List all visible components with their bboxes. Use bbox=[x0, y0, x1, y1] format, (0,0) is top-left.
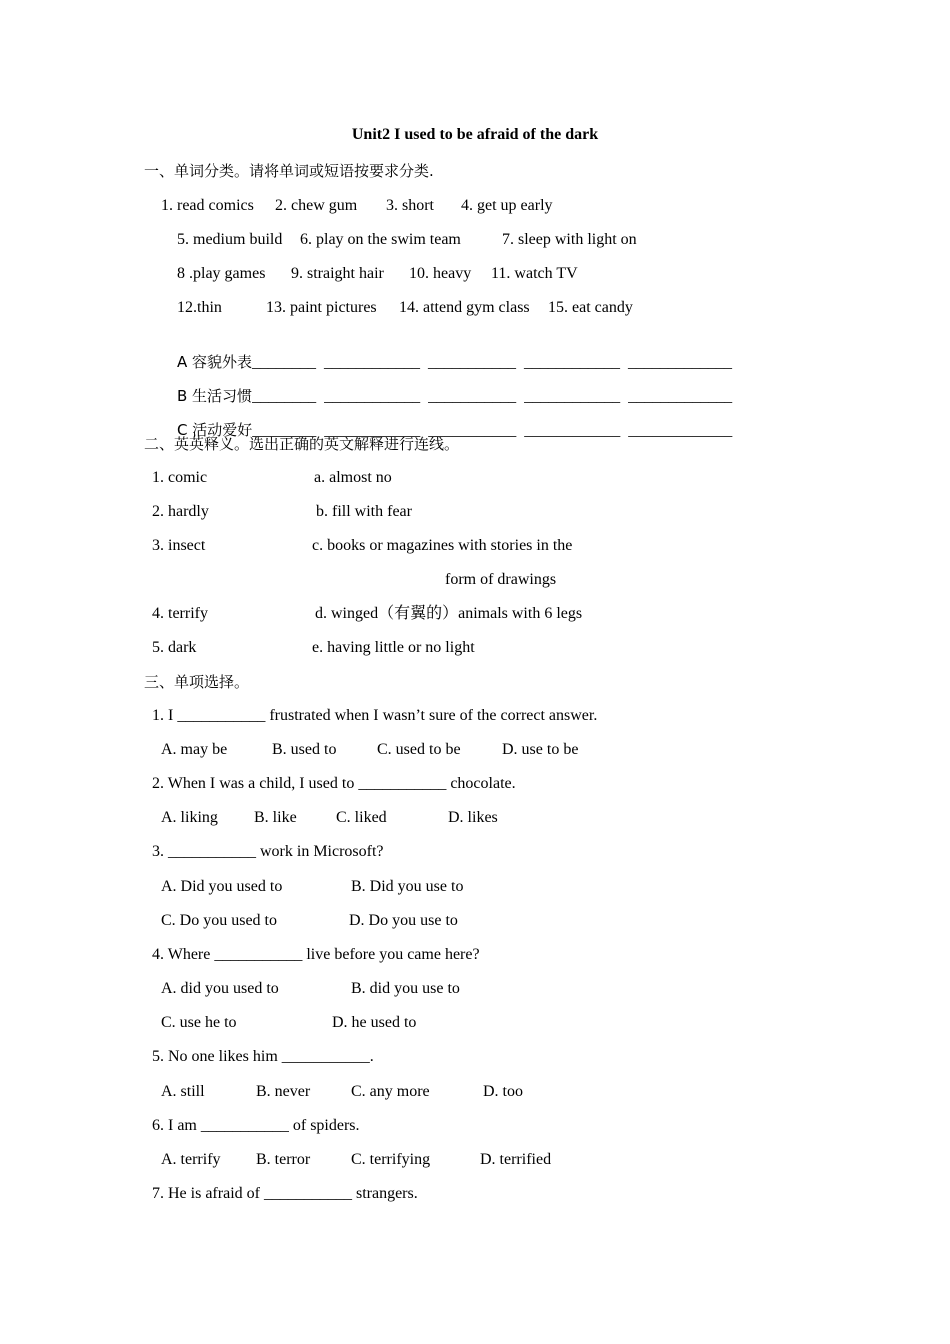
option[interactable]: D. Do you use to bbox=[349, 912, 458, 929]
option[interactable]: D. terrified bbox=[480, 1151, 552, 1168]
word-item: 12.thin bbox=[177, 299, 222, 316]
word-item: 14. attend gym class bbox=[399, 299, 530, 316]
option[interactable]: C. terrifying bbox=[351, 1151, 431, 1168]
option[interactable]: B. never bbox=[256, 1083, 311, 1100]
option[interactable]: C. Do you used to bbox=[161, 912, 277, 929]
option[interactable]: A. liking bbox=[161, 809, 218, 826]
match-word: 5. dark bbox=[152, 639, 197, 656]
option[interactable]: C. used to be bbox=[377, 741, 461, 758]
word-item: 7. sleep with light on bbox=[502, 231, 637, 248]
match-definition: e. having little or no light bbox=[312, 639, 475, 656]
question-text: 2. When I was a child, I used to ___________ chocolate. bbox=[152, 775, 516, 792]
option[interactable]: C. liked bbox=[336, 809, 387, 826]
section3-heading: 三、单项选择。 bbox=[144, 673, 250, 691]
word-item: 1. read comics bbox=[161, 197, 254, 214]
answer-blanks[interactable]: ________ ____________ ___________ ____________ _____________ bbox=[252, 422, 733, 439]
match-definition: d. winged（有翼的）animals with 6 legs bbox=[315, 605, 583, 622]
question-text: 7. He is afraid of ___________ strangers. bbox=[152, 1185, 418, 1202]
answer-blanks[interactable]: ________ ____________ ___________ ____________ _____________ bbox=[252, 388, 733, 405]
option[interactable]: B. terror bbox=[256, 1151, 311, 1168]
page-title: Unit2 I used to be afraid of the dark bbox=[351, 126, 599, 143]
match-word: 1. comic bbox=[152, 469, 208, 486]
match-word: 2. hardly bbox=[152, 503, 209, 520]
match-definition: a. almost no bbox=[314, 469, 392, 486]
match-definition: c. books or magazines with stories in the bbox=[312, 537, 573, 554]
category-label: B 生活习惯 bbox=[177, 387, 253, 405]
word-item: 9. straight hair bbox=[291, 265, 384, 282]
option[interactable]: B. did you use to bbox=[351, 980, 460, 997]
category-label: C 活动爱好 bbox=[177, 421, 253, 439]
option[interactable]: D. use to be bbox=[502, 741, 579, 758]
match-definition: b. fill with fear bbox=[316, 503, 412, 520]
option[interactable]: B. used to bbox=[272, 741, 337, 758]
match-word: 3. insect bbox=[152, 537, 206, 554]
section2-heading: 二、英英释义。选出正确的英文解释进行连线。 bbox=[144, 435, 460, 453]
option[interactable]: C. any more bbox=[351, 1083, 430, 1100]
question-text: 3. ___________ work in Microsoft? bbox=[152, 843, 384, 860]
option[interactable]: B. Did you use to bbox=[351, 878, 464, 895]
match-definition-continued: form of drawings bbox=[445, 571, 557, 588]
word-item: 11. watch TV bbox=[491, 265, 578, 282]
question-text: 6. I am ___________ of spiders. bbox=[152, 1117, 360, 1134]
word-item: 5. medium build bbox=[177, 231, 283, 248]
option[interactable]: B. like bbox=[254, 809, 297, 826]
section1-heading: 一、单词分类。请将单词或短语按要求分类. bbox=[144, 162, 434, 180]
word-item: 4. get up early bbox=[461, 197, 553, 214]
option[interactable]: A. Did you used to bbox=[161, 878, 283, 895]
option[interactable]: A. did you used to bbox=[161, 980, 279, 997]
category-label: A 容貌外表 bbox=[177, 353, 253, 371]
question-text: 5. No one likes him ___________. bbox=[152, 1048, 374, 1065]
word-item: 15. eat candy bbox=[548, 299, 633, 316]
match-word: 4. terrify bbox=[152, 605, 208, 622]
answer-blanks[interactable]: ________ ____________ ___________ ____________ _____________ bbox=[252, 354, 733, 371]
word-item: 8 .play games bbox=[177, 265, 266, 282]
option[interactable]: D. he used to bbox=[332, 1014, 417, 1031]
option[interactable]: A. may be bbox=[161, 741, 228, 758]
word-item: 6. play on the swim team bbox=[300, 231, 461, 248]
question-text: 4. Where ___________ live before you came here? bbox=[152, 946, 480, 963]
word-item: 2. chew gum bbox=[275, 197, 358, 214]
question-text: 1. I ___________ frustrated when I wasn’t sure of the correct answer. bbox=[152, 707, 598, 724]
option[interactable]: A. still bbox=[161, 1083, 205, 1100]
word-item: 3. short bbox=[386, 197, 434, 214]
option[interactable]: A. terrify bbox=[161, 1151, 221, 1168]
option[interactable]: D. too bbox=[483, 1083, 523, 1100]
word-item: 13. paint pictures bbox=[266, 299, 377, 316]
option[interactable]: C. use he to bbox=[161, 1014, 237, 1031]
option[interactable]: D. likes bbox=[448, 809, 498, 826]
word-item: 10. heavy bbox=[409, 265, 472, 282]
